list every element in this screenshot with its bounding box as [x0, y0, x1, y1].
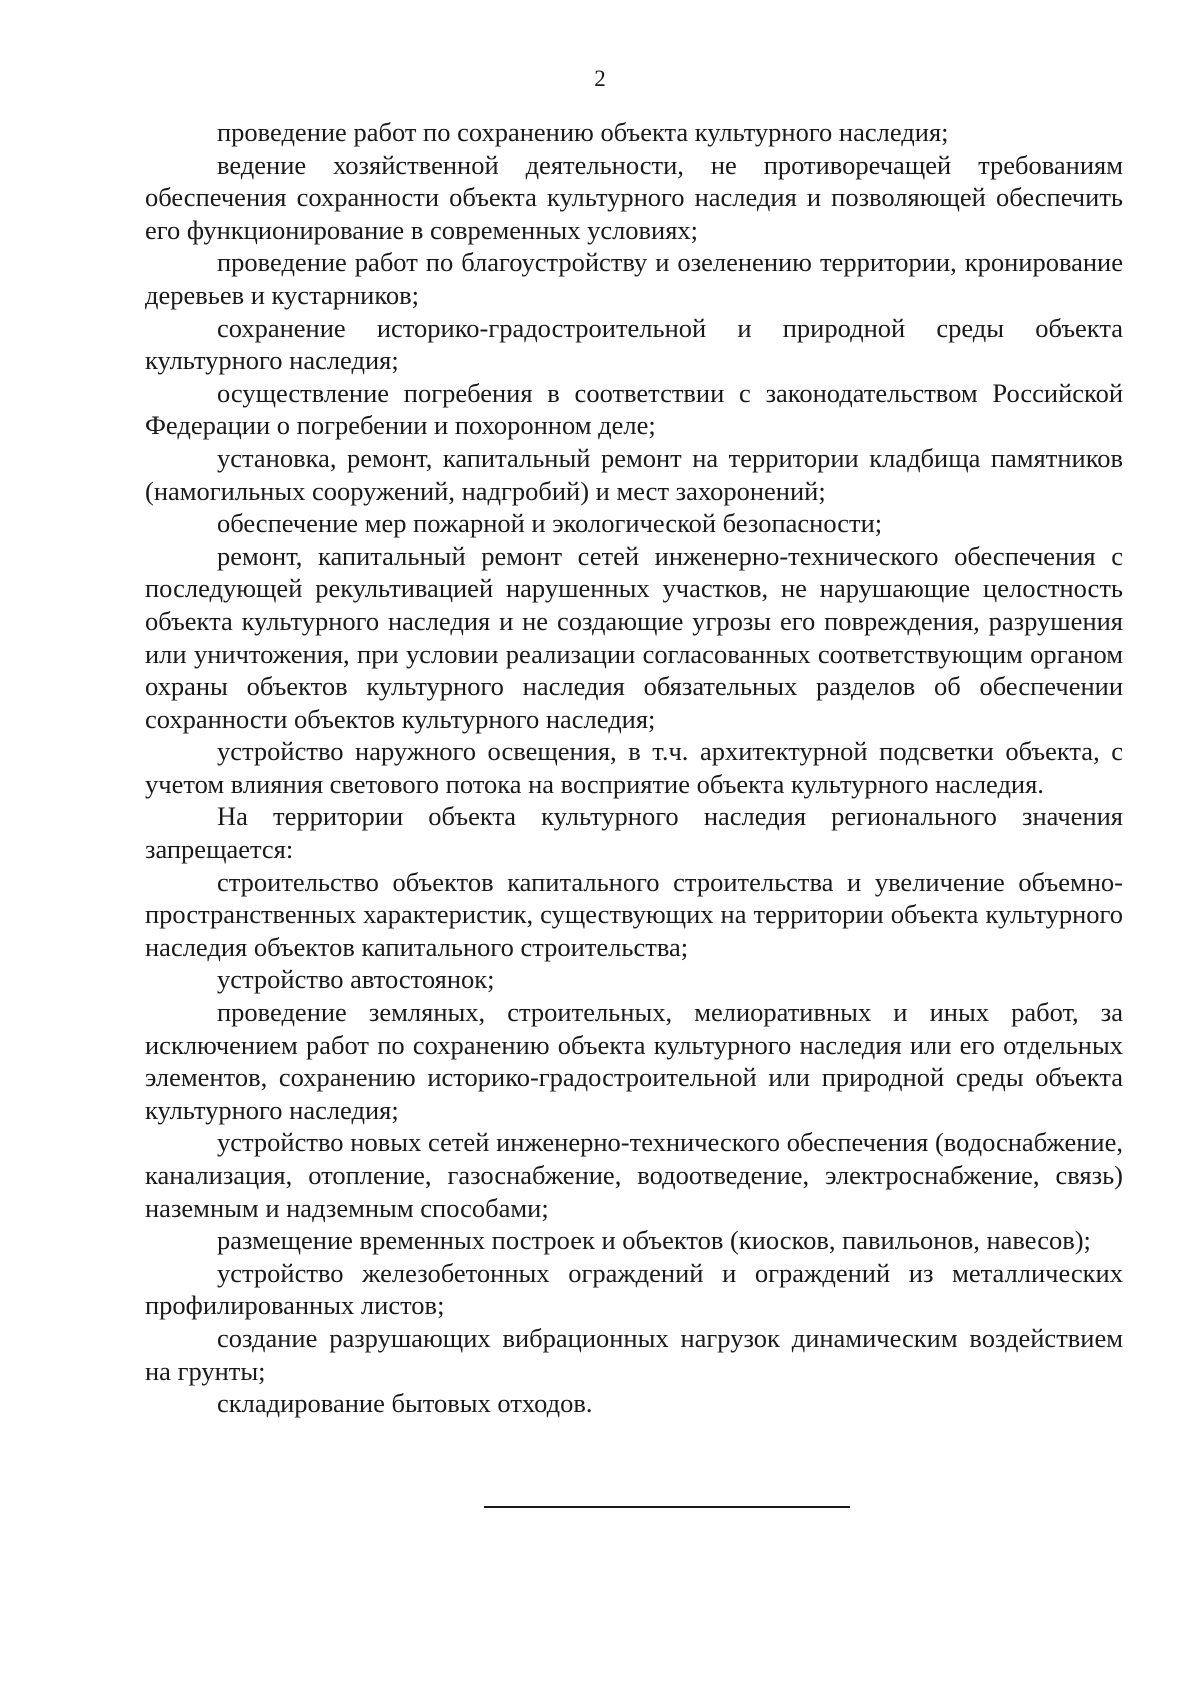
paragraph-prohibitions-intro: На территории объекта культурного наследия регионального значения запрещается: [145, 801, 1123, 865]
document-body [145, 116, 1123, 1420]
paragraph-vibration-loads: создание разрушающих вибрационных нагрузок динамическим воздействием на грунты; [145, 1322, 1123, 1386]
paragraph-earthworks: проведение земляных, строительных, мелиоративных и иных работ, за исключением работ по сохранению объекта культурного наследия или его отдельных элементов, сохранению историко-градостроительной или природной среды объекта культурного наследия; [145, 997, 1123, 1125]
paragraph-monuments-installation: установка, ремонт, капитальный ремонт на территории кладбища памятников (намогильных сооружений, надгробий) и мест захоронений; [145, 442, 1123, 506]
page-number: 2 [594, 66, 606, 91]
paragraph-fences: устройство железобетонных ограждений и ограждений из металлических профилированных листов; [145, 1257, 1123, 1321]
paragraph-outdoor-lighting: устройство наружного освещения, в т.ч. архитектурной подсветки объекта, с учетом влияния светового потока на восприятие объекта культурного наследия. [145, 736, 1123, 799]
paragraph-preservation-works: проведение работ по сохранению объекта культурного наследия; [217, 117, 949, 147]
paragraph-parking: устройство автостоянок; [217, 964, 495, 995]
paragraph-environment-preservation: сохранение историко-градостроительной и природной среды объекта культурного наследия; [145, 312, 1123, 376]
paragraph-fire-safety: обеспечение мер пожарной и экологической безопасности; [217, 508, 883, 539]
paragraph-landscaping: проведение работ по благоустройству и озеленению территории, кронирование деревьев и кустарников; [145, 247, 1123, 310]
paragraph-burial: осуществление погребения в соответствии с законодательством Российской Федерации о погребении и похоронном деле; [145, 377, 1123, 441]
paragraph-construction-prohibited: строительство объектов капитального строительства и увеличение объемно-пространственных характеристик, существующих на территории объекта культурного наследия объектов капитального строительства; [145, 866, 1123, 962]
end-of-document-line [484, 1506, 850, 1508]
paragraph-new-networks: устройство новых сетей инженерно-технического обеспечения (водоснабжение, канализация, отопление, газоснабжение, водоотведение, электроснабжение, связь) наземным и надземным способами; [145, 1127, 1123, 1223]
paragraph-temporary-buildings: размещение временных построек и объектов (киосков, павильонов, навесов); [217, 1225, 1091, 1256]
paragraph-economic-activity: ведение хозяйственной деятельности, не противоречащей требованиям обеспечения сохранности объекта культурного наследия и позволяющей обеспечить его функционирование в современных условиях; [145, 149, 1123, 245]
paragraph-waste-storage: складирование бытовых отходов. [217, 1388, 593, 1419]
paragraph-engineering-networks-repair: ремонт, капитальный ремонт сетей инженерно-технического обеспечения с последующей рекультивацией нарушенных участков, не нарушающие целостность объекта культурного наследия и не создающие угрозы его повреждения, разрушения или уничтожения, при условии реализации согласованных соответствующим органом охраны объектов культурного наследия обязательных разделов об обеспечении сохранности объектов культурного наследия; [145, 540, 1123, 734]
